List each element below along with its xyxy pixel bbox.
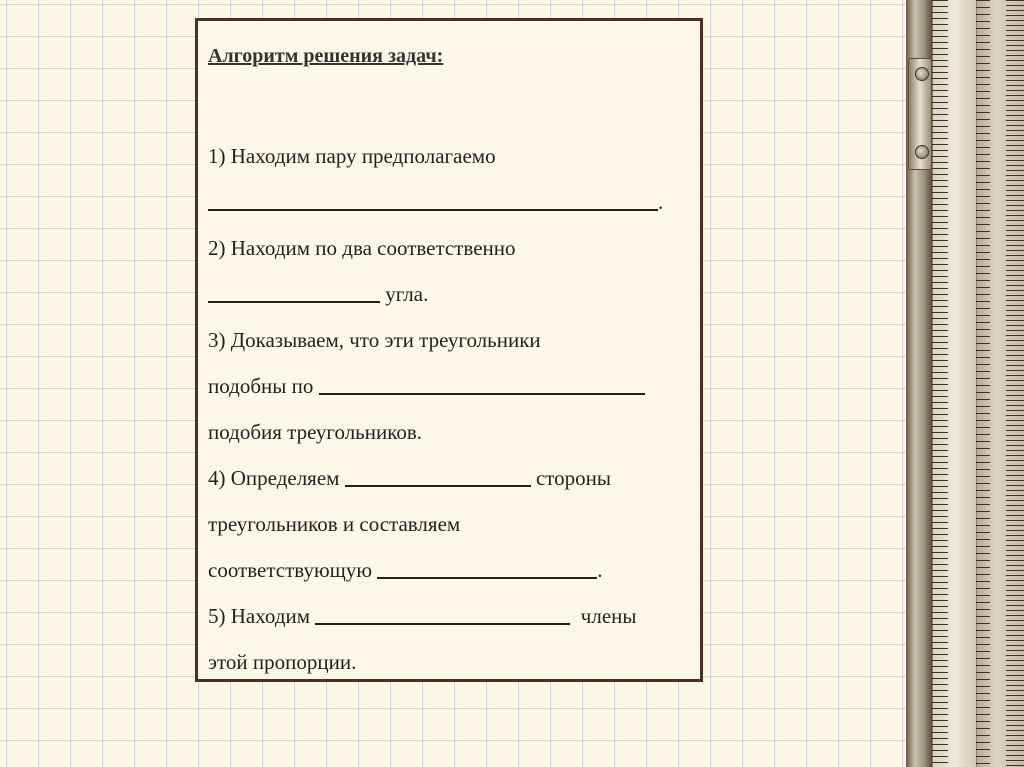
step-4-text: 4) Определяем [208,466,345,490]
algorithm-title: Алгоритм решения задач: [208,45,444,67]
step-4-line [208,455,690,501]
step-5-end: члены [570,604,637,628]
ruler-ticks-middle [976,0,990,767]
step-2-end: угла. [380,282,429,306]
step-5-text: 5) Находим [208,604,316,628]
step-4-text-2: треугольников и составляем [208,512,461,536]
ruler-clamp [908,58,932,170]
step-5-line [208,593,690,639]
ruler-ticks-right [1006,0,1024,767]
step-3-text: 3) Доказываем, что эти треугольники [208,328,541,352]
step-4-blank-line [208,547,690,593]
step-1-end: . [658,190,664,214]
step-3-blank-line [208,363,690,409]
step-4-end: стороны [530,466,612,490]
answer-blank-3[interactable] [319,367,645,395]
step-3-text-2: подобны по [208,374,319,398]
answer-blank-2[interactable] [208,275,380,303]
screw-icon [915,67,929,81]
step-4-end-2: . [597,558,603,582]
step-3-end-line [208,409,690,455]
step-1-blank-line [208,179,690,225]
ruler-decoration [906,0,1024,767]
step-1-line [208,133,690,179]
answer-blank-1[interactable] [208,183,658,211]
step-5-text-2: этой пропорции. [208,650,357,674]
algorithm-card [195,18,703,682]
answer-blank-4[interactable] [345,459,531,487]
step-2-line [208,225,690,271]
step-3-text-3: подобия треугольников. [208,420,423,444]
ruler-ticks-left [932,0,948,767]
step-5-line-2 [208,639,690,685]
step-4-line-2 [208,501,690,547]
step-4-text-3: соответствующую [208,558,378,582]
screw-icon [915,145,929,159]
title-spacer [208,71,690,133]
answer-blank-5[interactable] [377,551,597,579]
step-2-text: 2) Находим по два соответственно [208,236,516,260]
step-2-blank-line [208,271,690,317]
answer-blank-6[interactable] [315,597,570,625]
step-3-line [208,317,690,363]
step-1-text: 1) Находим пару предполагаемо [208,144,496,168]
